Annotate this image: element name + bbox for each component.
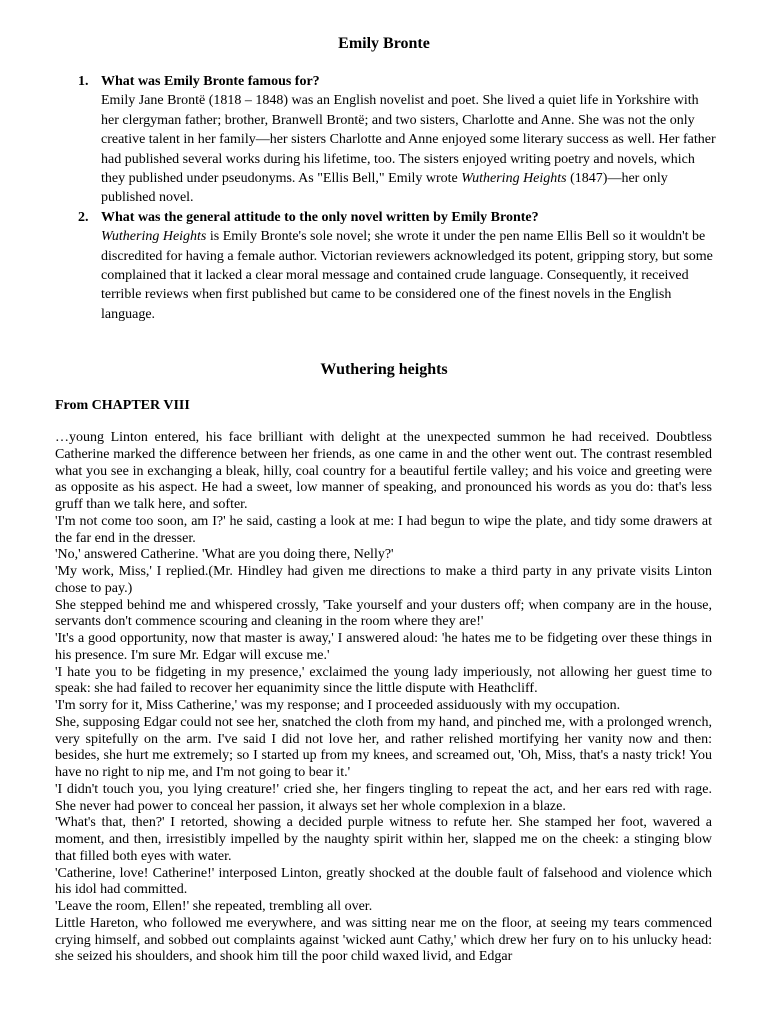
excerpt-body [55, 430, 712, 966]
answer-run: is Emily Bronte's sole novel; she wrote it under the pen name Ellis Bell so it wouldn't be discredited for having a female author. Victorian reviewers acknowledged its potent, gripping story, but some complained that it lacked a clear moral message and contained crude language. Consequently, it received terrible reviews when first published but came to be considered one of the finest novels in the English language. [101, 229, 713, 322]
excerpt-paragraph: 'I hate you to be fidgeting in my presence,' exclaimed the young lady imperiously, not allowing her guest time to speak: she had failed to recover her equanimity since the little dispute with Heathcliff. [55, 664, 712, 697]
question-item-1 [78, 72, 718, 208]
chapter-heading: From CHAPTER VIII [55, 398, 190, 413]
excerpt-paragraph: …young Linton entered, his face brilliant with delight at the unexpected summon he had received. Doubtless Catherine marked the difference between her friends, as one came in and the other went out. The contrast resembled what you see in exchanging a bleak, hilly, coal country for a beautiful fertile valley; and his voice and greeting were as opposite as his aspect. He had a sweet, low manner of speaking, and pronounced his words as you do: that's less gruff than we talk here, and softer. [55, 430, 712, 512]
answer-run: Emily Jane Brontë (1818 – 1848) was an English novelist and poet. She lived a quiet life in Yorkshire with her clergyman father; brother, Branwell Brontë; and two sisters, Charlotte and Anne. She was not the only creative talent in her family—her sisters Charlotte and Anne enjoyed some literary success as well. Her father had published several works during his lifetime, too. The sisters enjoyed writing poetry and novels, which they published under pseudonyms. As "Ellis Bell," Emily wrote [101, 93, 716, 187]
excerpt-paragraph: Little Hareton, who followed me everywhere, and was sitting near me on the floor, at seeing my tears commenced crying himself, and sobbed out complaints against 'wicked aunt Cathy,' which drew her fury on to his unlucky head: she seized his shoulders, and shook him till the poor child waxed livid, and Edgar [55, 915, 712, 965]
excerpt-paragraph: 'I didn't touch you, you lying creature!' cried she, her fingers tingling to repeat the act, and her ears red with rage. She never had power to conceal her passion, it always set her whole complexion in a blaze. [55, 781, 712, 814]
excerpt-paragraph: She stepped behind me and whispered crossly, 'Take yourself and your dusters off; when company are in the house, servants don't commence scouring and cleaning in the room where they are!' [55, 597, 712, 630]
question-number: 1. [78, 74, 89, 89]
answer-run: (1847)—her only published novel. [101, 171, 668, 206]
question-text: What was Emily Bronte famous for? [101, 74, 320, 89]
book-title: Wuthering Heights [101, 229, 207, 245]
question-text: What was the general attitude to the only novel written by Emily Bronte? [101, 209, 539, 225]
excerpt-paragraph: 'Catherine, love! Catherine!' interposed Linton, greatly shocked at the double fault of falsehood and violence which his idol had committed. [55, 865, 712, 898]
excerpt-paragraph: She, supposing Edgar could not see her, snatched the cloth from my hand, and pinched me, with a prolonged wrench, very spitefully on the arm. I've said I did not love her, and rather relished mortifying her vanity now and then: besides, she hurt me extremely; so I started up from my knees, and screamed out, 'Oh, Miss, that's a nasty trick! You have no right to nip me, and I'm not going to bear it.' [55, 714, 712, 780]
section-title: Wuthering heights [320, 361, 448, 378]
excerpt-paragraph: 'Leave the room, Ellen!' she repeated, trembling all over. [55, 899, 373, 914]
excerpt-paragraph: 'I'm sorry for it, Miss Catherine,' was my response; and I proceeded assiduously with my occupation. [55, 698, 621, 713]
answer-text [101, 227, 718, 324]
excerpt-paragraph: 'I'm not come too soon, am I?' he said, casting a look at me: I had begun to wipe the plate, and tidy some drawers at the far end in the dresser. [55, 513, 712, 546]
answer-text [101, 91, 718, 207]
excerpt-paragraph: 'No,' answered Catherine. 'What are you doing there, Nelly?' [55, 547, 394, 563]
question-number: 2. [78, 209, 89, 225]
excerpt-paragraph: 'My work, Miss,' I replied.(Mr. Hindley had given me directions to make a third party in any private visits Linton chose to pay.) [55, 564, 712, 596]
excerpt-paragraph: 'It's a good opportunity, now that master is away,' I answered aloud: 'he hates me to be fidgeting over these things in his presence. I'm sure Mr. Edgar will excuse me.' [55, 631, 712, 663]
question-list [78, 72, 718, 324]
book-title: Wuthering Heights [461, 171, 567, 187]
document-title: Emily Bronte [338, 35, 430, 52]
question-item-2 [78, 208, 718, 324]
excerpt-paragraph: 'What's that, then?' I retorted, showing a decided purple witness to refute her. She stamped her foot, wavered a moment, and then, irresistibly impelled by the naughty spirit within her, slapped me on the cheek: a stinging blow that filled both eyes with water. [55, 815, 712, 864]
